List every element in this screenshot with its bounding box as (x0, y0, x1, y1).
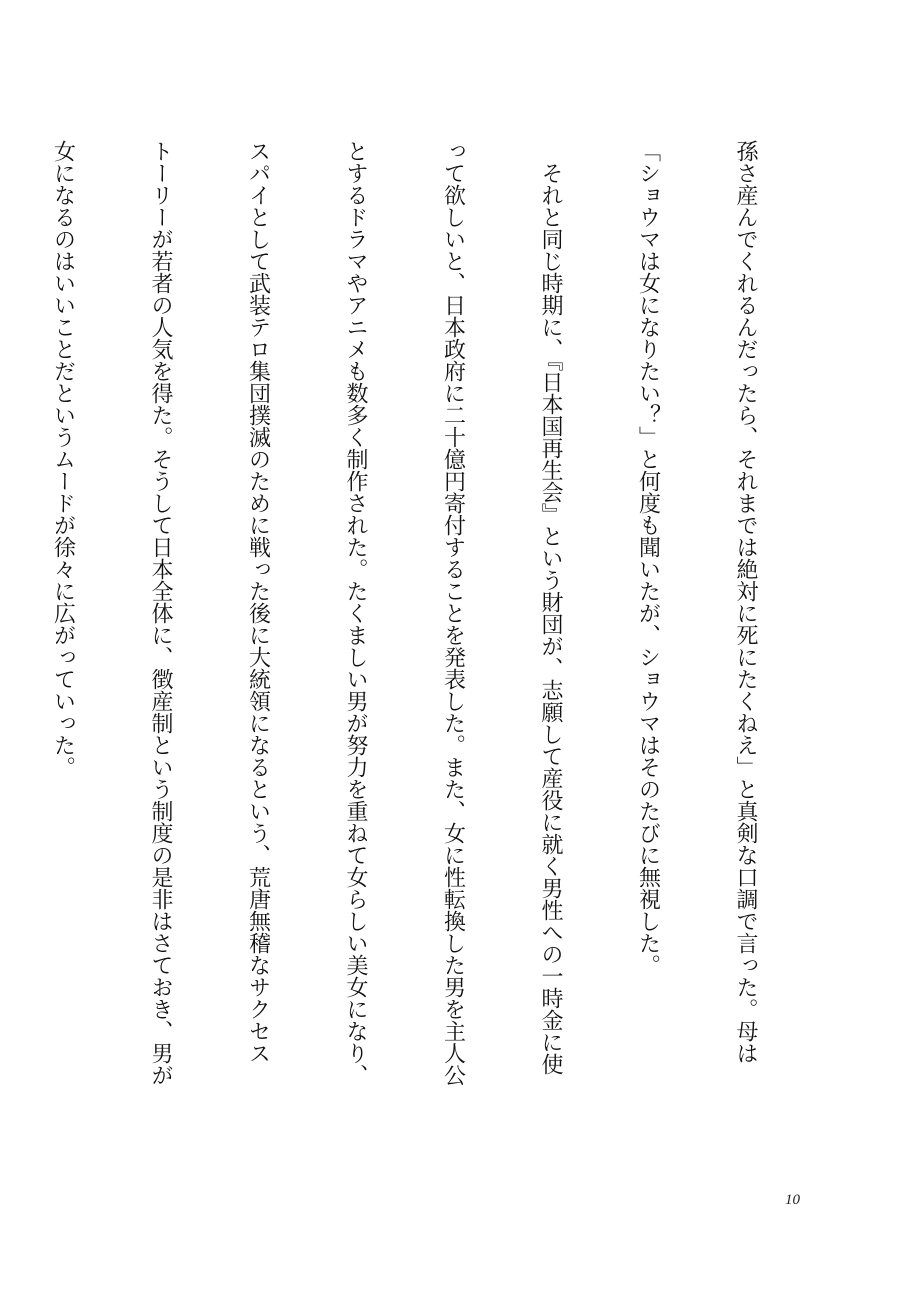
text-line: 孫さ産んでくれるんだったら、それまでは絶対に死にたくねえ」と真剣な口調で言った。母は (733, 140, 758, 1064)
text-line: って欲しいと、日本政府に二十億円寄付することを発表した。また、女に性転換した男を主人公 (440, 140, 466, 1086)
text-line: 女になるのはいいことだというムードが徐々に広がっていった。 (50, 140, 76, 778)
text-line: 「ショウマは女になりたい？」と何度も聞いたが、ショウマはそのたびに無視した。 (635, 140, 661, 976)
text-line: スパイとして武装テロ集団撲滅のために戦った後に大統領になるという、荒唐無稽なサクセス (245, 140, 271, 1064)
text-line: それと同じ時期に、『日本国再生会』という財団が、志願して産役に就く男性への一時金に使 (538, 140, 563, 1075)
vertical-text-body (0, 140, 826, 1150)
text-line: とするドラマやアニメも数多く制作された。たくましい男が努力を重ねて女らしい美女になり、 (343, 140, 368, 1086)
page-number: 10 (785, 1192, 800, 1208)
text-line: トーリーが若者の人気を得た。そうして日本全体に、徴産制という制度の是非はさておき、男が (148, 140, 173, 1086)
